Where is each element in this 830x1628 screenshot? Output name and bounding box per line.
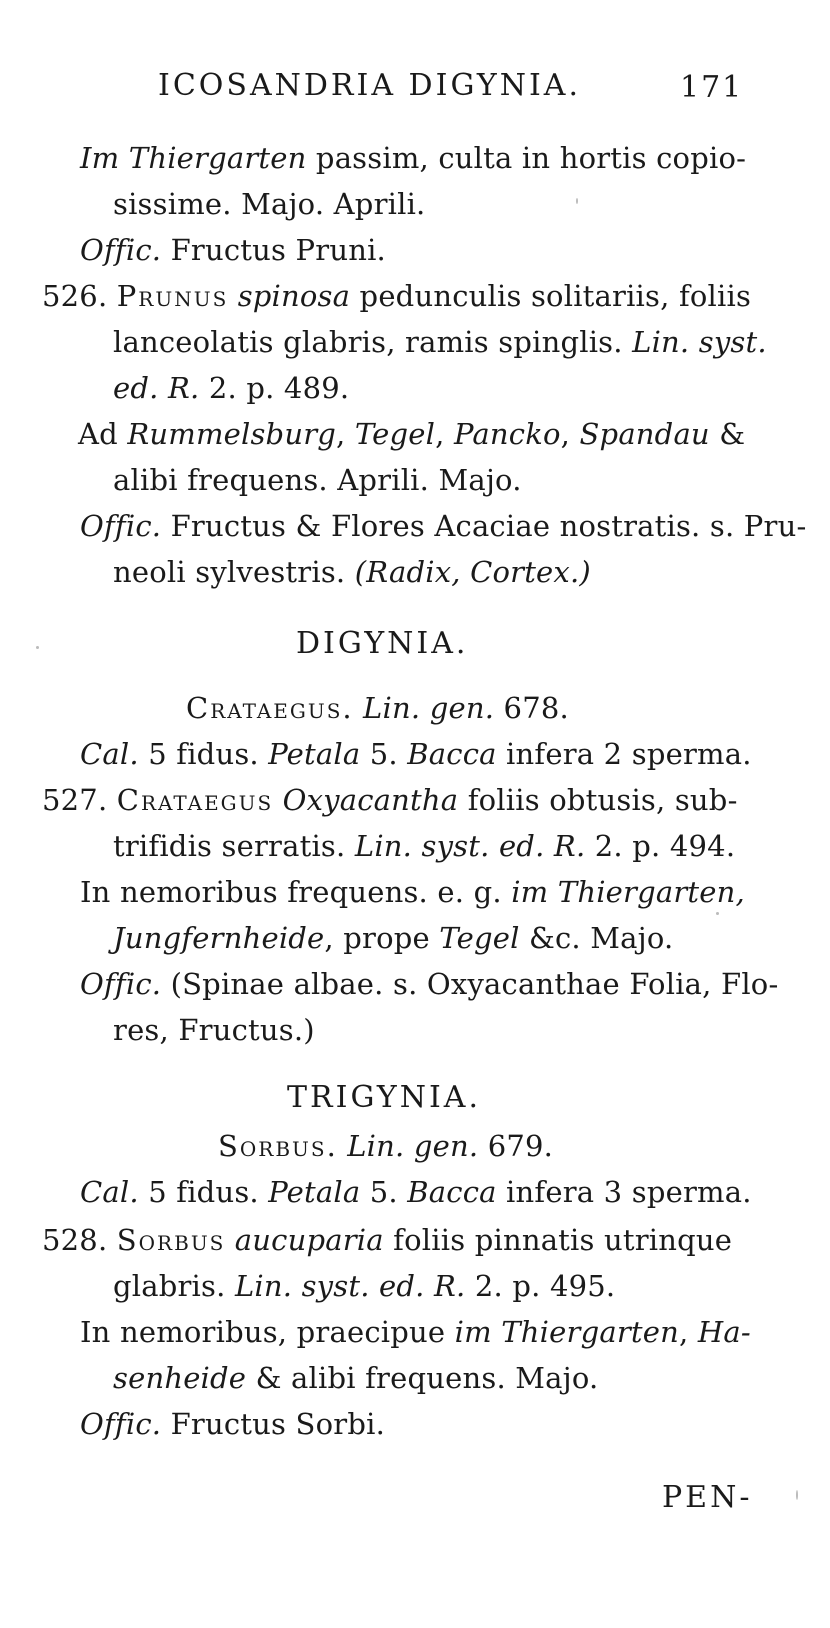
text: , bbox=[560, 417, 580, 451]
text-line bbox=[113, 462, 522, 498]
text: 679. bbox=[478, 1129, 554, 1163]
text: infera 2 sperma. bbox=[496, 737, 752, 771]
text-line bbox=[113, 324, 767, 360]
section-heading-trigynia: TRIGYNIA. bbox=[287, 1080, 481, 1115]
text: , bbox=[435, 417, 454, 451]
genus-name: Sorbus bbox=[116, 1223, 226, 1257]
text: sissime. Majo. Aprili. bbox=[113, 187, 426, 221]
text: 5. bbox=[360, 737, 408, 771]
label: Cal. bbox=[80, 737, 139, 771]
text: 2. p. 495. bbox=[465, 1269, 616, 1303]
text: , prope bbox=[324, 921, 440, 955]
text: Ad bbox=[78, 417, 128, 451]
text: , bbox=[336, 417, 355, 451]
text: 5 fidus. bbox=[138, 1175, 269, 1209]
text-line bbox=[113, 1012, 315, 1048]
text: In nemoribus, praecipue bbox=[80, 1315, 455, 1349]
locality: senheide bbox=[113, 1361, 247, 1395]
text-line bbox=[80, 508, 806, 544]
species-name: spinosa bbox=[228, 279, 351, 313]
text: Fructus & Flores Acaciae nostratis. s. Pru- bbox=[161, 509, 807, 543]
reference: Lin. gen. bbox=[337, 1129, 479, 1163]
text: 5. bbox=[360, 1175, 408, 1209]
text: glabris. bbox=[113, 1269, 226, 1303]
entry-number: 526. bbox=[42, 279, 108, 313]
text-line bbox=[113, 1360, 598, 1396]
reference: Lin. syst. ed. R. bbox=[225, 1269, 466, 1303]
text: passim, culta in hortis copio- bbox=[306, 141, 747, 175]
locality: Ha- bbox=[697, 1315, 751, 1349]
species-name: aucuparia bbox=[225, 1223, 384, 1257]
text: 678. bbox=[494, 691, 569, 725]
species-entry-527 bbox=[42, 782, 738, 818]
label: Bacca bbox=[407, 1175, 497, 1209]
text-line bbox=[113, 554, 591, 590]
offic-label: Offic. bbox=[80, 509, 162, 543]
text-line bbox=[113, 920, 673, 956]
text: Fructus Sorbi. bbox=[161, 1407, 385, 1441]
locality: im Thiergarten, bbox=[511, 875, 745, 909]
text: trifidis serratis. bbox=[113, 829, 346, 863]
reference: Lin. gen. bbox=[353, 691, 495, 725]
page-number: 171 bbox=[680, 70, 744, 105]
catchword: PEN- bbox=[662, 1480, 753, 1515]
species-entry-528 bbox=[42, 1222, 732, 1258]
locality: Tegel bbox=[354, 417, 436, 451]
text: pedunculis solitariis, foliis bbox=[350, 279, 752, 313]
locality: Pancko bbox=[453, 417, 561, 451]
text: & alibi frequens. Majo. bbox=[246, 1361, 599, 1395]
offic-label: Offic. bbox=[80, 233, 162, 267]
text-line bbox=[78, 416, 745, 452]
label: Petala bbox=[268, 737, 361, 771]
text: & bbox=[709, 417, 746, 451]
label: Bacca bbox=[407, 737, 497, 771]
text: foliis pinnatis utrinque bbox=[383, 1223, 733, 1257]
reference: Lin. syst. ed. R. bbox=[345, 829, 586, 863]
label: Cal. bbox=[80, 1175, 139, 1209]
text: foliis obtusis, sub- bbox=[458, 783, 738, 817]
character-line bbox=[80, 1174, 752, 1210]
locality: Jungfernheide bbox=[113, 921, 325, 955]
species-entry-526 bbox=[42, 278, 751, 314]
offic-label: Offic. bbox=[80, 1407, 162, 1441]
text: (Spinae albae. s. Oxyacanthae Folia, Flo- bbox=[161, 967, 779, 1001]
text: 2. p. 494. bbox=[585, 829, 736, 863]
text-line bbox=[80, 966, 778, 1002]
genus-name: Sorbus. bbox=[218, 1129, 338, 1163]
locality: Rummelsburg bbox=[127, 417, 337, 451]
section-heading-digynia: DIGYNIA. bbox=[296, 626, 469, 661]
genus-heading-sorbus bbox=[218, 1128, 553, 1164]
print-speck bbox=[716, 912, 719, 915]
text-line bbox=[80, 1314, 751, 1350]
reference: Lin. syst. bbox=[622, 325, 767, 359]
text-line bbox=[80, 140, 746, 176]
reference: ed. R. bbox=[113, 371, 200, 405]
offic-label: Offic. bbox=[80, 967, 162, 1001]
text-line bbox=[80, 1406, 385, 1442]
parenthetical: (Radix, Cortex.) bbox=[354, 555, 591, 589]
text: 5 fidus. bbox=[138, 737, 269, 771]
text: neoli sylvestris. bbox=[113, 555, 355, 589]
locality: Tegel bbox=[439, 921, 520, 955]
text: , bbox=[679, 1315, 698, 1349]
genus-heading-crataegus bbox=[186, 690, 569, 726]
text-line bbox=[113, 1268, 615, 1304]
text: alibi frequens. Aprili. Majo. bbox=[113, 463, 522, 497]
entry-number: 528. bbox=[42, 1223, 108, 1257]
running-title: ICOSANDRIA DIGYNIA. bbox=[158, 68, 582, 103]
text: infera 3 sperma. bbox=[496, 1175, 752, 1209]
entry-number: 527. bbox=[42, 783, 108, 817]
print-speck bbox=[36, 646, 39, 649]
locality: im Thiergarten bbox=[454, 1315, 679, 1349]
print-speck bbox=[796, 1490, 798, 1500]
genus-name: Crataegus bbox=[116, 783, 274, 817]
text: In nemoribus frequens. e. g. bbox=[80, 875, 512, 909]
label: Petala bbox=[268, 1175, 361, 1209]
locality: Spandau bbox=[579, 417, 710, 451]
text: &c. Majo. bbox=[519, 921, 674, 955]
text-line bbox=[80, 232, 386, 268]
species-name: Oxyacantha bbox=[273, 783, 459, 817]
text-line bbox=[113, 186, 425, 222]
genus-name: Crataegus. bbox=[186, 691, 354, 725]
text: Fructus Pruni. bbox=[161, 233, 386, 267]
text-line bbox=[113, 828, 735, 864]
character-line bbox=[80, 736, 752, 772]
text-line bbox=[80, 874, 745, 910]
text: res, Fructus.) bbox=[113, 1013, 315, 1047]
text: 2. p. 489. bbox=[199, 371, 350, 405]
locality: Im Thiergarten bbox=[80, 141, 307, 175]
text: lanceolatis glabris, ramis spinglis. bbox=[113, 325, 623, 359]
print-speck bbox=[576, 198, 578, 204]
text-line bbox=[113, 370, 349, 406]
genus-name: Prunus bbox=[116, 279, 229, 313]
